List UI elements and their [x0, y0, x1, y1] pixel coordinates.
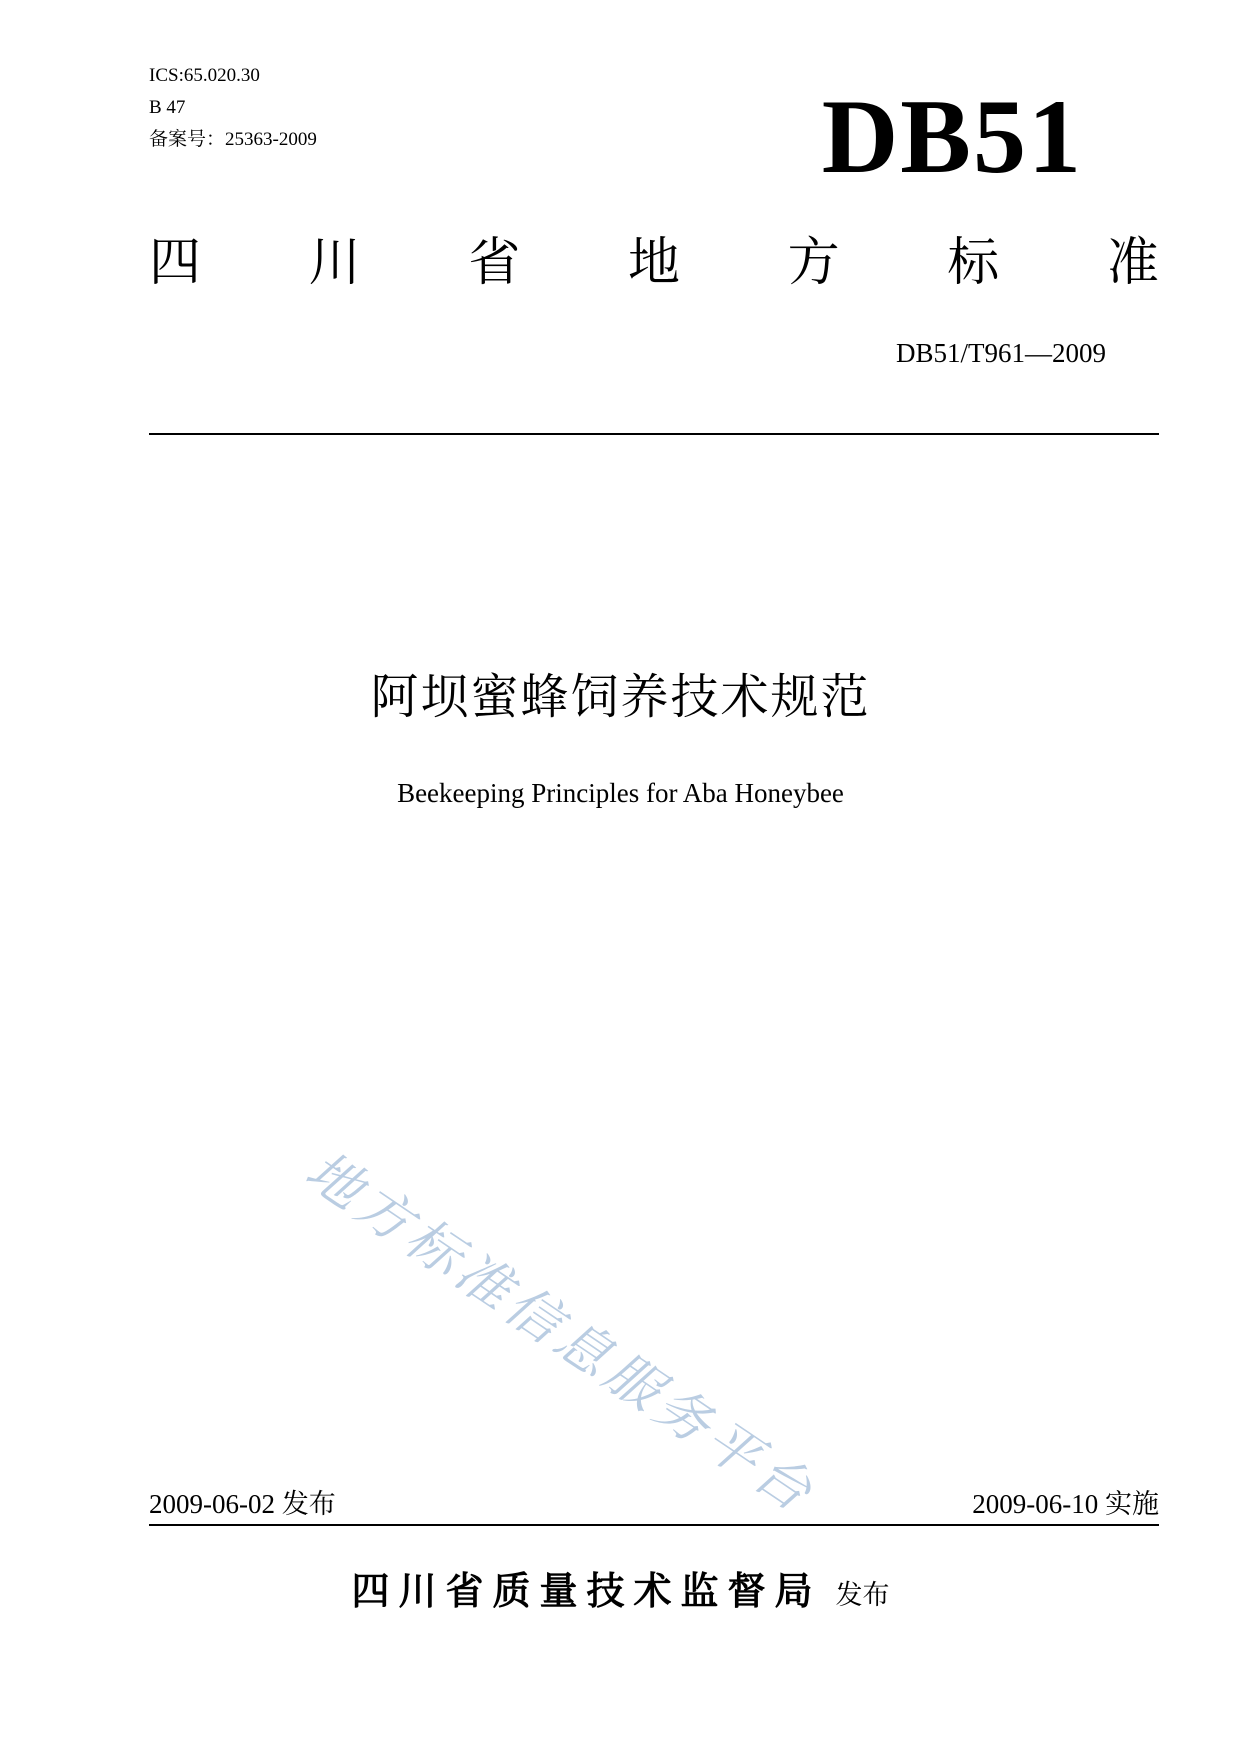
issuer-line: [0, 1560, 1241, 1615]
watermark: 地方标准信息服务平台: [294, 1138, 828, 1527]
standard-type-char: 省: [468, 233, 521, 293]
issuing-authority: 四川省质量技术监督局: [351, 1569, 822, 1613]
standard-number: DB51/T961—2009: [895, 338, 1106, 368]
filing-number: 备案号：25363-2009: [149, 129, 317, 150]
standard-type-char: 四: [149, 233, 202, 293]
standard-type-char: 标: [947, 233, 1000, 293]
standard-type-char: 川: [308, 233, 361, 293]
footer-divider: [149, 1524, 1159, 1526]
ics-code: ICS:65.020.30: [149, 65, 260, 86]
classification-code: B 47: [149, 97, 186, 118]
standard-code-logo: DB51: [821, 78, 1083, 195]
standard-type-heading: [149, 228, 1159, 298]
issuer-suffix: 发布: [835, 1580, 890, 1611]
document-title-chinese: 阿坝蜜蜂饲养技术规范: [370, 669, 871, 725]
standard-type-char: 方: [787, 233, 840, 293]
implementation-date: 2009-06-10 实施: [972, 1489, 1159, 1519]
header-divider: [149, 433, 1159, 435]
document-title-english: Beekeeping Principles for Aba Honeybee: [397, 778, 844, 808]
standard-type-char: 地: [627, 233, 680, 293]
standard-type-char: 准: [1106, 233, 1159, 293]
issue-date: 2009-06-02 发布: [149, 1489, 336, 1519]
